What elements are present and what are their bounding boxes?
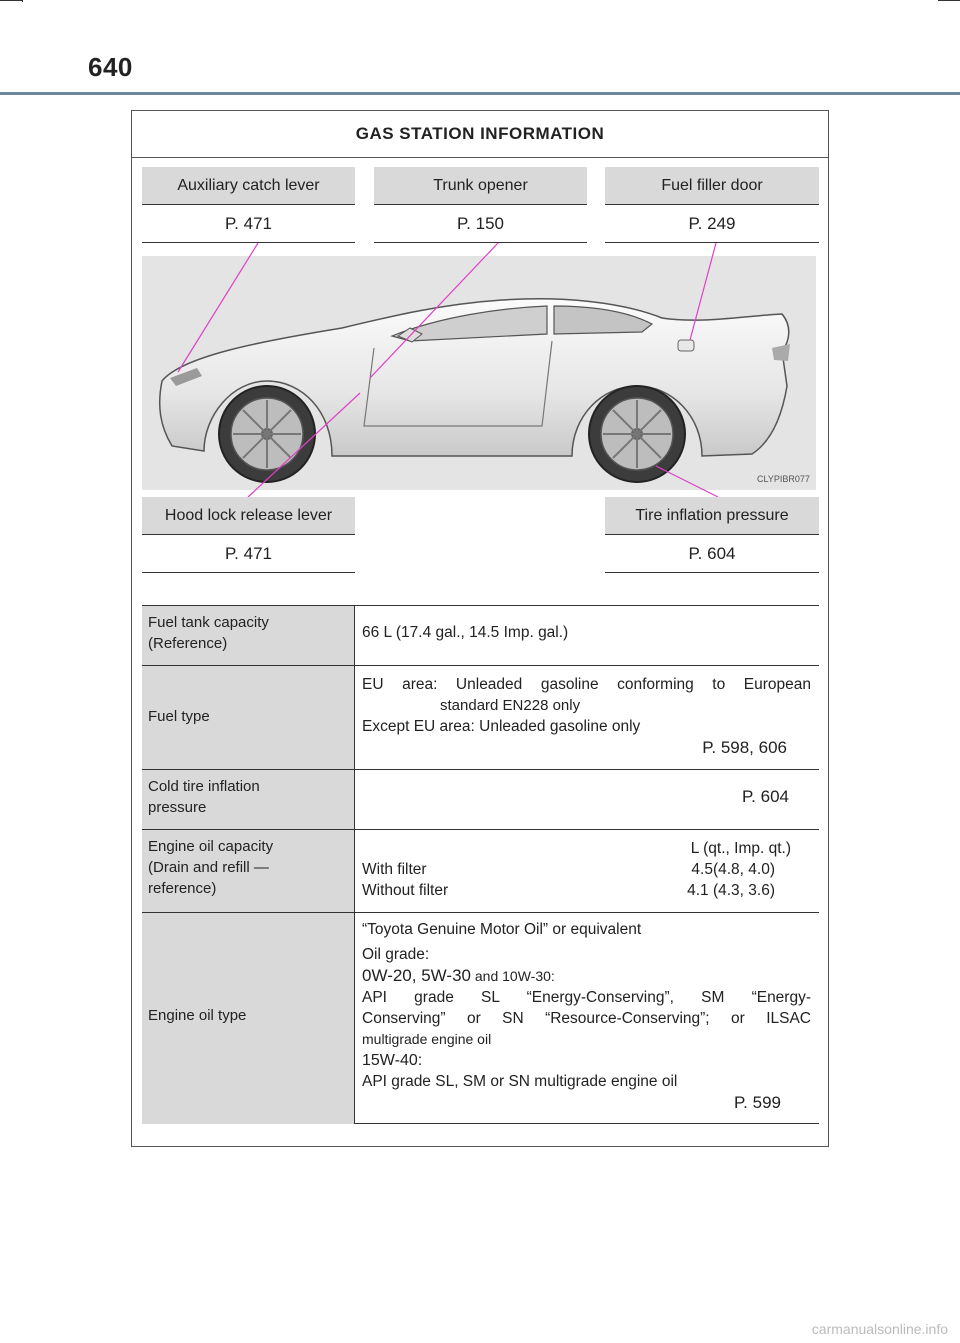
table-row-fuel-type: Fuel type EU area: Unleaded gasoline conforming to European standard EN228 only Except EU area: Unleaded gasoline only P. 598, 606 — [142, 665, 819, 769]
table-row-oil-capacity: Engine oil capacity (Drain and refill — reference) L (qt., Imp. qt.) With filter 4.5(4.8, 4.0) Without filter 4.1 (4.3, 3.6) — [142, 829, 819, 912]
section-title: GAS STATION INFORMATION — [131, 110, 829, 158]
page-number: 640 — [88, 52, 133, 82]
image-code: CLYPIBR077 — [757, 474, 810, 484]
page-ref-link[interactable]: P. 598, 606 — [702, 738, 787, 757]
page-ref-link[interactable]: P. 471 — [142, 534, 355, 573]
label-auxiliary-catch-lever: Auxiliary catch lever P. 471 — [142, 167, 355, 243]
page-ref-link[interactable]: P. 249 — [605, 204, 819, 243]
table-row-oil-type: Engine oil type “Toyota Genuine Motor Oil” or equivalent Oil grade: 0W-20, 5W-30 and 10W-30: API grade SL “Energy-Conserving”, SM “Energy- Conserving” or SN “Resource-Conserving”; or ILSAC multigrade engine oil 15W-40: API grade SL, SM or SN multigrade engine oil P. 599 — [142, 912, 819, 1124]
label-trunk-opener: Trunk opener P. 150 — [374, 167, 587, 243]
footer-watermark: carmanualsonline.info — [811, 1321, 948, 1337]
label-tire-inflation-pressure: Tire inflation pressure P. 604 — [605, 497, 819, 573]
page-ref-link[interactable]: P. 604 — [742, 787, 789, 806]
page-ref-link[interactable]: P. 599 — [734, 1093, 781, 1112]
page-ref-link[interactable]: P. 604 — [605, 534, 819, 573]
label-hood-lock-release-lever: Hood lock release lever P. 471 — [142, 497, 355, 573]
page-ref-link[interactable]: P. 471 — [142, 204, 355, 243]
table-row-fuel-tank: Fuel tank capacity (Reference) 66 L (17.4 gal., 14.5 Imp. gal.) — [142, 605, 819, 665]
table-row-cold-tire: Cold tire inflation pressure P. 604 — [142, 769, 819, 829]
label-fuel-filler-door: Fuel filler door P. 249 — [605, 167, 819, 243]
page-ref-link[interactable]: P. 150 — [374, 204, 587, 243]
